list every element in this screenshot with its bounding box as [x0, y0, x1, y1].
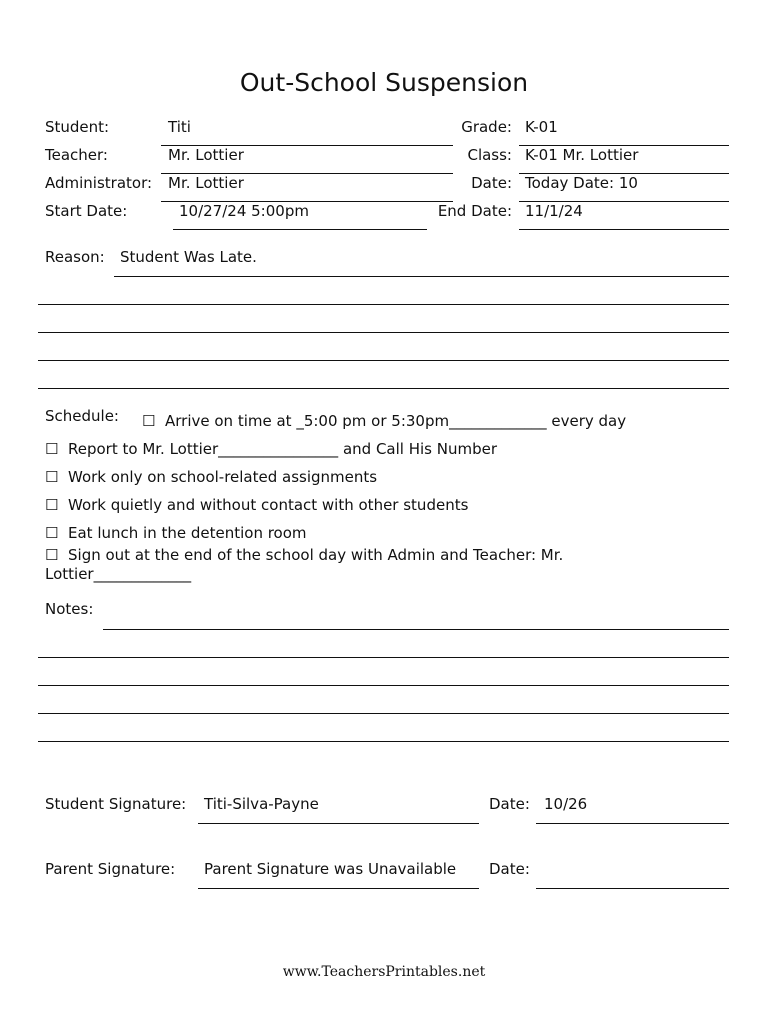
- checkbox-icon[interactable]: ☐: [45, 440, 59, 458]
- reason-line[interactable]: [38, 332, 729, 333]
- schedule-item-text: Report to Mr. Lottier________________ and Call His Number: [68, 440, 497, 458]
- class-field[interactable]: K-01 Mr. Lottier: [525, 146, 639, 164]
- start-date-label: Start Date:: [45, 202, 128, 220]
- schedule-item-text: Sign out at the end of the school day with Admin and Teacher: Mr.: [68, 546, 564, 564]
- end-date-label: End Date:: [437, 202, 512, 220]
- start-date-underline: [173, 229, 427, 230]
- student-signature-field[interactable]: Titi-Silva-Payne: [204, 795, 319, 813]
- parent-signature-field[interactable]: Parent Signature was Unavailable: [204, 860, 457, 878]
- reason-line[interactable]: [38, 360, 729, 361]
- teacher-field[interactable]: Mr. Lottier: [168, 146, 244, 164]
- grade-label: Grade:: [461, 118, 512, 136]
- checkbox-icon[interactable]: ☐: [45, 524, 59, 542]
- student-label: Student:: [45, 118, 110, 136]
- notes-line[interactable]: [38, 657, 729, 658]
- student-signature-date-underline: [536, 823, 729, 824]
- checkbox-icon[interactable]: ☐: [45, 468, 59, 486]
- reason-line[interactable]: [38, 304, 729, 305]
- schedule-item[interactable]: [142, 412, 626, 430]
- grade-field[interactable]: K-01: [525, 118, 558, 136]
- reason-underline: [114, 276, 729, 277]
- student-field[interactable]: Titi: [168, 118, 191, 136]
- end-date-underline: [519, 229, 729, 230]
- schedule-item[interactable]: [45, 440, 497, 458]
- notes-label: Notes:: [45, 600, 94, 618]
- schedule-item-text: Work quietly and without contact with other students: [68, 496, 469, 514]
- parent-signature-underline: [198, 888, 479, 889]
- parent-signature-date-label: Date:: [489, 860, 530, 878]
- administrator-label: Administrator:: [45, 174, 153, 192]
- class-label: Class:: [467, 146, 512, 164]
- page-title: Out-School Suspension: [239, 68, 529, 97]
- schedule-item[interactable]: [45, 546, 563, 564]
- student-signature-date-label: Date:: [489, 795, 530, 813]
- parent-signature-label: Parent Signature:: [45, 860, 176, 878]
- parent-signature-date-underline: [536, 888, 729, 889]
- schedule-item[interactable]: [45, 496, 468, 514]
- teacher-label: Teacher:: [45, 146, 108, 164]
- schedule-item-continuation: Lottier_____________: [45, 565, 192, 583]
- footer-website: www.TeachersPrintables.net: [282, 964, 486, 980]
- notes-line[interactable]: [38, 741, 729, 742]
- notes-line[interactable]: [38, 685, 729, 686]
- schedule-item-text: Arrive on time at _5:00 pm or 5:30pm_____________ every day: [165, 412, 627, 430]
- checkbox-icon[interactable]: ☐: [45, 546, 59, 564]
- reason-line[interactable]: [38, 388, 729, 389]
- date-field[interactable]: Today Date: 10: [525, 174, 638, 192]
- reason-label: Reason:: [45, 248, 105, 266]
- start-date-field[interactable]: 10/27/24 5:00pm: [179, 202, 309, 220]
- notes-line[interactable]: [103, 629, 729, 630]
- schedule-item[interactable]: [45, 468, 377, 486]
- checkbox-icon[interactable]: ☐: [142, 412, 156, 430]
- administrator-field[interactable]: Mr. Lottier: [168, 174, 244, 192]
- schedule-label: Schedule:: [45, 407, 119, 425]
- schedule-item[interactable]: [45, 524, 307, 542]
- reason-field[interactable]: Student Was Late.: [120, 248, 257, 266]
- checkbox-icon[interactable]: ☐: [45, 496, 59, 514]
- schedule-item-text: Work only on school-related assignments: [68, 468, 378, 486]
- end-date-field[interactable]: 11/1/24: [525, 202, 583, 220]
- date-label: Date:: [471, 174, 512, 192]
- student-signature-label: Student Signature:: [45, 795, 187, 813]
- student-signature-date-field[interactable]: 10/26: [544, 795, 588, 813]
- student-signature-underline: [198, 823, 479, 824]
- notes-line[interactable]: [38, 713, 729, 714]
- schedule-item-text: Eat lunch in the detention room: [68, 524, 307, 542]
